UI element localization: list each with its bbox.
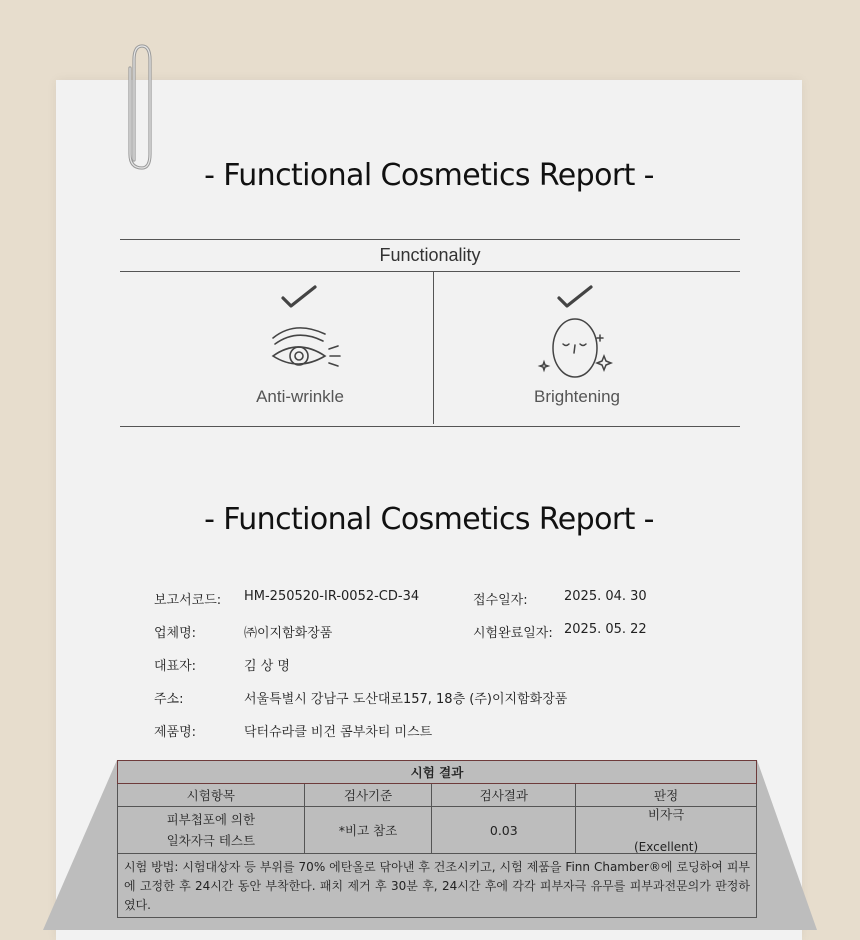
- results-caption: 시험 결과: [118, 761, 757, 784]
- product-label: 제품명:: [154, 725, 197, 740]
- paperclip-icon: [122, 42, 162, 174]
- functionality-heading: Functionality: [120, 239, 740, 272]
- functionality-label: Anti-wrinkle: [256, 387, 344, 406]
- header-standard: 검사기준: [304, 784, 432, 807]
- test-item-line1: 피부첩포에 의한: [166, 812, 256, 827]
- test-method: 시험 방법: 시험대상자 등 부위를 70% 에탄올로 닦아낸 후 건조시키고, 시험 제품을 Finn Chamber®에 로딩하여 피부에 고정한 후 24시간 동안 부착한다. 패치 제거 후 30분 후, 24시간 후에 각각 피부자극 유무를 피부과전문의가 판정하였다.: [118, 854, 757, 918]
- ceo-value: 김 상 명: [244, 659, 290, 674]
- complete-date-label: 시험완료일자:: [473, 626, 553, 641]
- address-value: 서울특별시 강남구 도산대로157, 18층 (주)이지함화장품: [244, 692, 568, 707]
- report-code-value: HM-250520-IR-0052-CD-34: [244, 589, 420, 604]
- test-item-line2: 일차자극 테스트: [166, 833, 256, 848]
- report-title-top: - Functional Cosmetics Report -: [204, 158, 654, 193]
- ceo-label: 대표자:: [154, 659, 197, 674]
- header-test-item: 시험항목: [118, 784, 305, 807]
- report-code-label: 보고서코드:: [154, 593, 222, 608]
- functionality-label: Brightening: [533, 387, 620, 406]
- company-label: 업체명:: [154, 626, 197, 641]
- header-result: 검사결과: [432, 784, 576, 807]
- company-value: ㈜이지함화장품: [244, 626, 333, 641]
- address-label: 주소:: [154, 692, 184, 707]
- product-value: 닥터슈라클 비건 콤부차티 미스트: [244, 725, 433, 740]
- table-row: [118, 807, 757, 854]
- standard-value: *비고 참조: [304, 807, 432, 854]
- complete-date-value: 2025. 05. 22: [564, 622, 647, 637]
- result-value: 0.03: [432, 807, 576, 854]
- report-title-mid: - Functional Cosmetics Report -: [204, 502, 654, 537]
- header-judgement: 판정: [576, 784, 757, 807]
- receipt-date-label: 접수일자:: [473, 593, 528, 608]
- judgement-en: (Excellent): [634, 840, 699, 854]
- receipt-date-value: 2025. 04. 30: [564, 589, 647, 604]
- judgement-value: 비자극: [647, 807, 685, 822]
- results-table: [117, 760, 757, 918]
